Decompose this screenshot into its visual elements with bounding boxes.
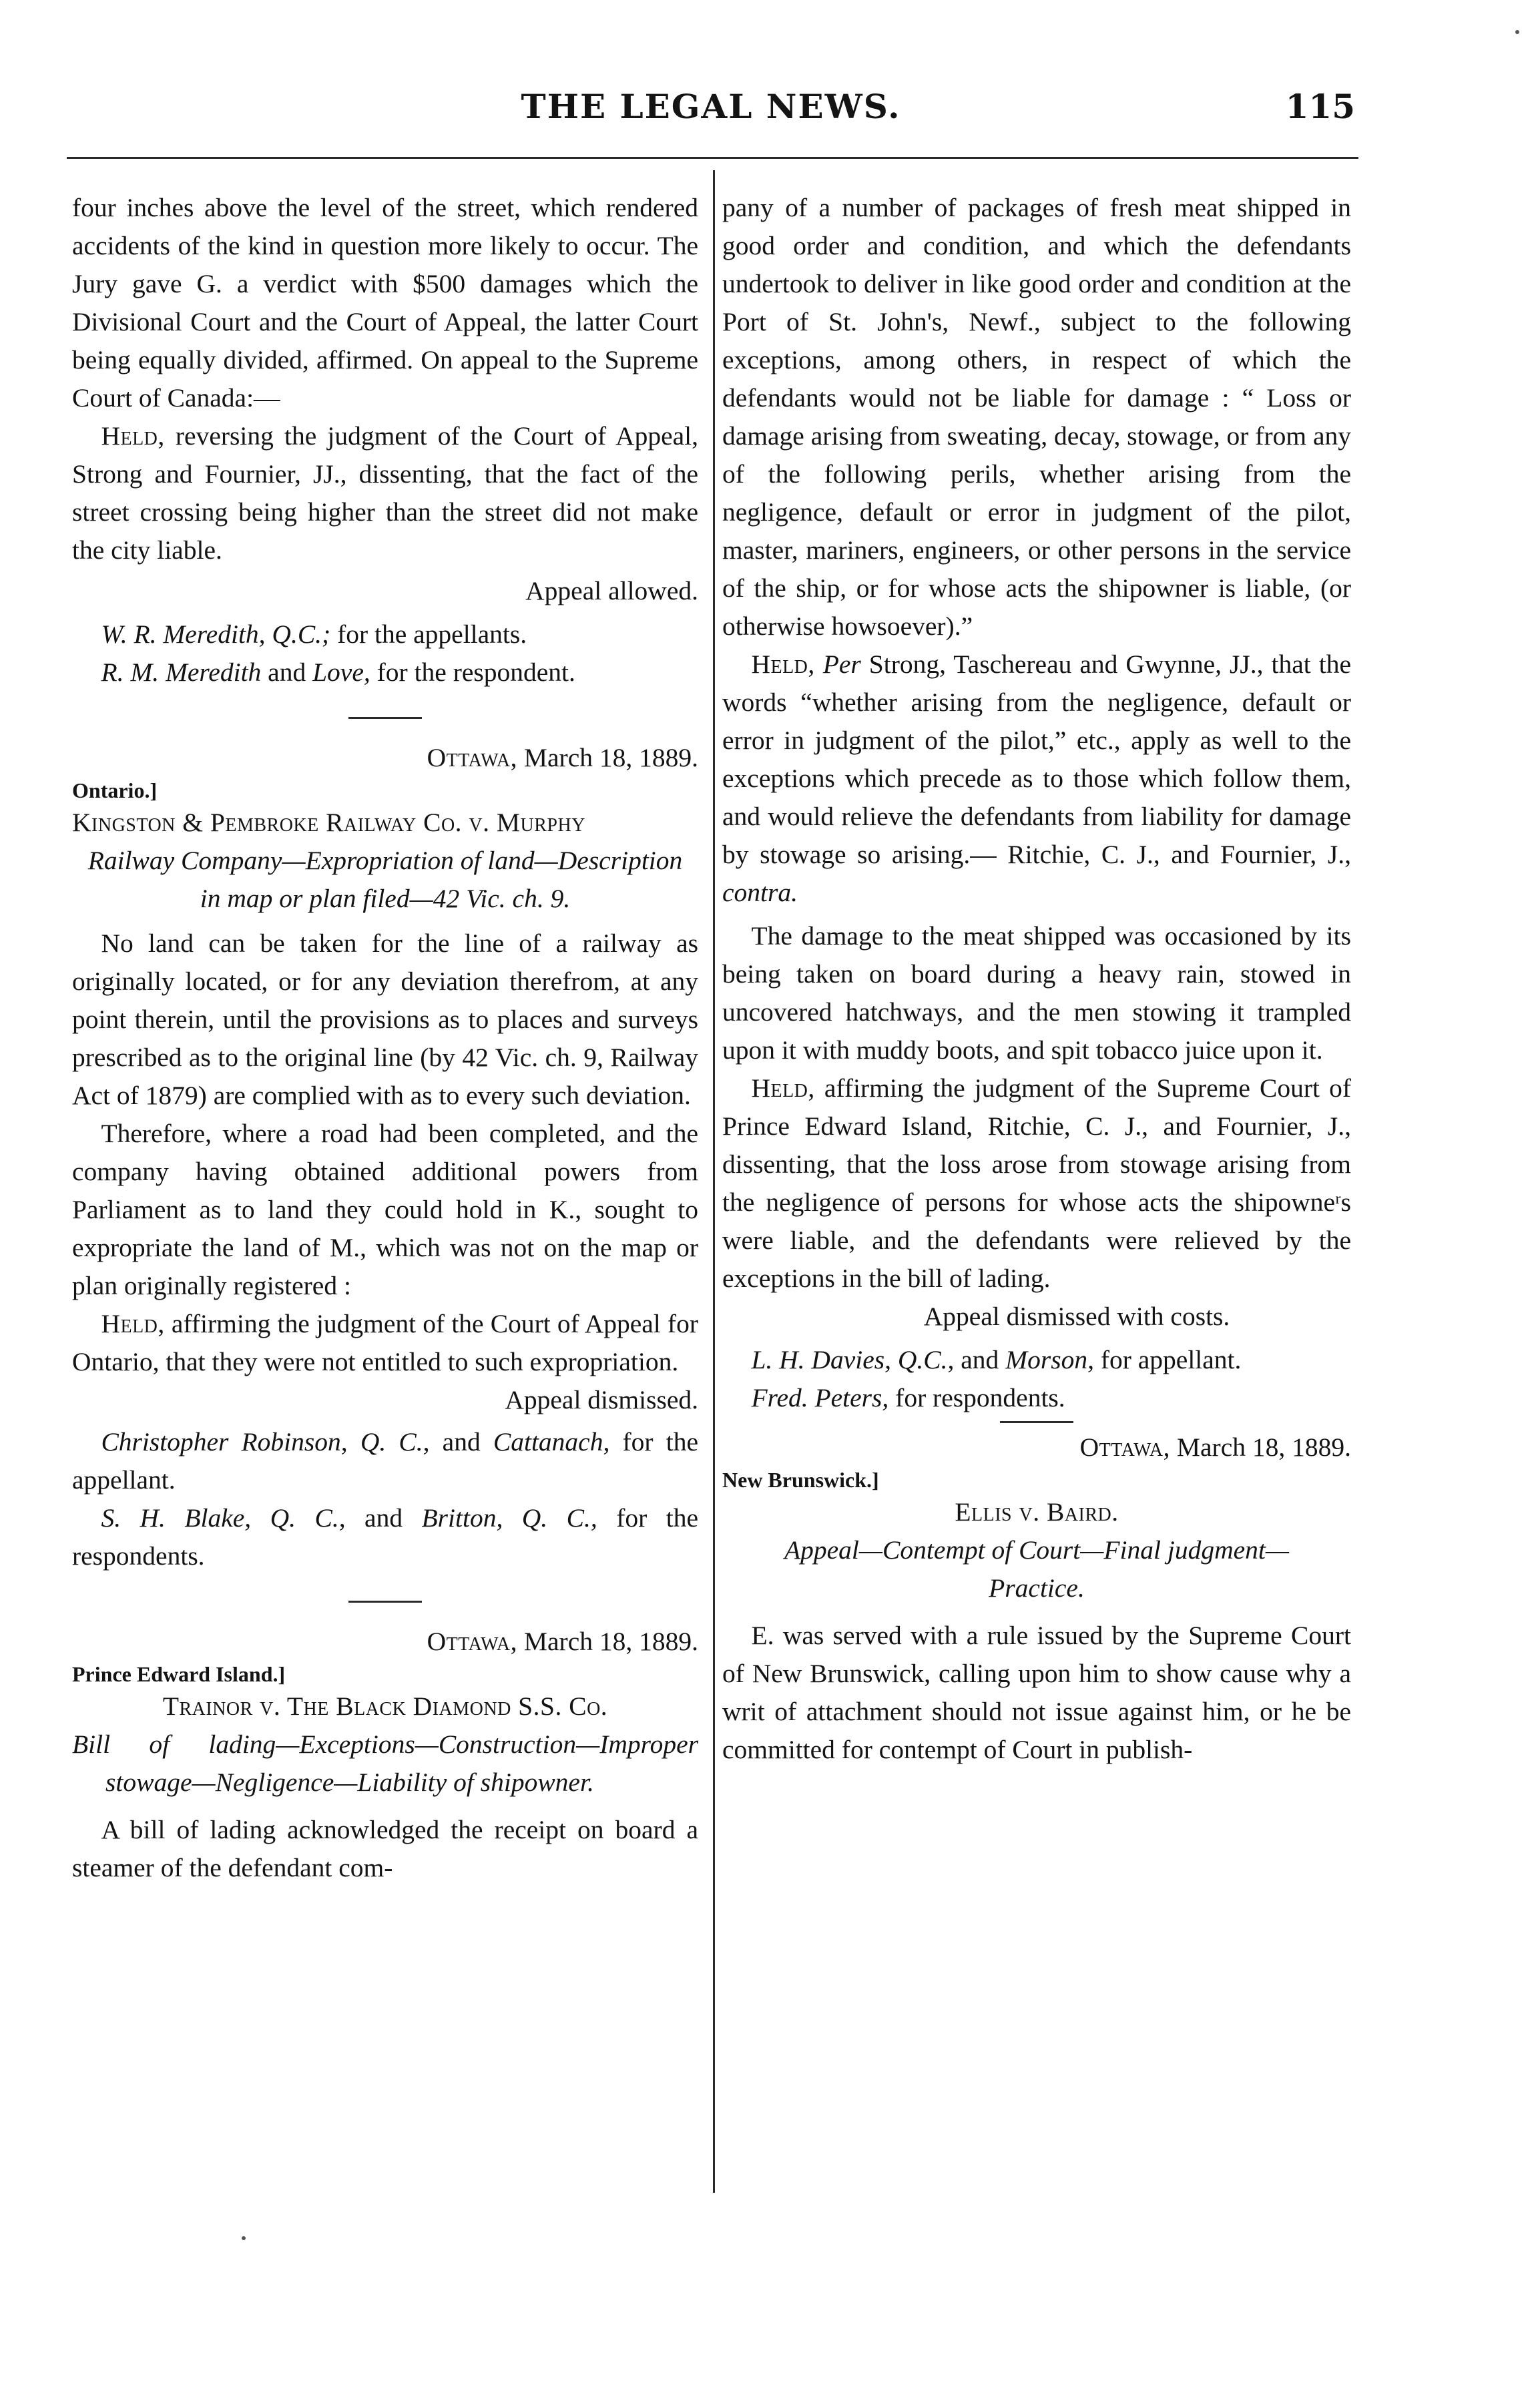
- paragraph: pany of a number of packages of fresh meat shipped in good order and condition, and which the defendants undertook to deliver in like good order and condition at the Port of St. John's, Newf., subject to the following exceptions, among others, in respect of which the defendants would not be liable for damage : “ Loss or damage arising from sweating, decay, stowage, or from any of the following perils, whether arising from the negligence, default or error in judgment of the pilot, master, mariners, engineers, or other persons in the service of the ship, or for whose acts the shipowner is liable, (or otherwise howsoever).”: [722, 193, 1351, 641]
- case-headnote: [72, 842, 698, 918]
- case-date: March 18, 1889.: [517, 1627, 698, 1656]
- counsel-name: Morson,: [1005, 1345, 1094, 1374]
- counsel-name: Fred. Peters,: [751, 1383, 889, 1412]
- paragraph: four inches above the level of the street, which rendered accidents of the kind in question more likely to occur. The Jury gave G. a verdict with $500 damages which the Divisional Court and the Court of Appeal, the latter Court being equally divided, affirmed. On appeal to the Supreme Court of Canada:—: [72, 193, 698, 413]
- counsel-line: [722, 1341, 1351, 1379]
- case-province: Ontario.]: [72, 778, 158, 802]
- disposition: Appeal dismissed.: [505, 1385, 698, 1414]
- case-province: Prince Edward Island.]: [72, 1662, 286, 1686]
- counsel-line: [72, 1499, 698, 1575]
- counsel-name: Christopher Robinson, Q. C.,: [101, 1427, 430, 1456]
- counsel-text: and: [261, 657, 313, 687]
- counsel-text: for the respondents.: [72, 1503, 698, 1571]
- section-rule: [348, 717, 422, 719]
- counsel-name: L. H. Davies, Q.C.,: [751, 1345, 955, 1374]
- counsel-block: [72, 1423, 698, 1575]
- section-rule: [348, 1601, 422, 1603]
- column-divider: [713, 170, 715, 2193]
- case-province: New Brunswick.]: [722, 1468, 879, 1492]
- paragraph: A bill of lading acknowledged the receipt on board a steamer of the defendant com-: [72, 1815, 698, 1882]
- held-text: affirming the judgment of the Court of Appeal for Ontario, that they were not entitled to such expropriation.: [72, 1309, 698, 1376]
- counsel-text: for appellant.: [1093, 1345, 1242, 1374]
- held-paragraph: [72, 1305, 698, 1381]
- left-column: [72, 189, 698, 1887]
- case-place: Ottawa,: [427, 743, 518, 772]
- paragraph: The damage to the meat shipped was occasioned by its being taken on board during a heavy rain, stowed in uncovered hatchways, and the men stowing it trampled upon it with muddy boots, and spit tobacco juice upon it.: [722, 921, 1351, 1065]
- counsel-text: for the appellants.: [330, 619, 527, 649]
- scan-speck: [1515, 30, 1519, 34]
- case-date: March 18, 1889.: [1170, 1432, 1351, 1462]
- counsel-line: [72, 1423, 698, 1499]
- held-paragraph: [722, 1069, 1351, 1298]
- headnote-text: Appeal—Contempt of Court—Final judgment—Practice.: [784, 1535, 1289, 1603]
- counsel-name: Love,: [312, 657, 370, 687]
- counsel-name: Cattanach,: [493, 1427, 610, 1456]
- case-title: Kingston & Pembroke Railway Co. v. Murphy: [72, 808, 585, 837]
- held-label: Held,: [751, 1073, 815, 1103]
- held-paragraph: [722, 645, 1351, 912]
- case-date: March 18, 1889.: [517, 743, 698, 772]
- counsel-text: and: [345, 1503, 422, 1533]
- held-contra: contra.: [722, 878, 798, 907]
- counsel-line: [72, 615, 698, 653]
- case-dateline: [72, 739, 698, 777]
- counsel-text: and: [954, 1345, 1006, 1374]
- counsel-name: R. M. Meredith: [101, 657, 262, 687]
- case-title: Trainor v. The Black Diamond S.S. Co.: [162, 1691, 608, 1721]
- header-rule: [67, 157, 1358, 159]
- counsel-text: and: [429, 1427, 493, 1456]
- held-label: Held,: [751, 649, 815, 679]
- held-label: Held,: [101, 1309, 165, 1338]
- counsel-name: W. R. Meredith, Q.C.;: [101, 619, 331, 649]
- held-text: reversing the judgment of the Court of Appeal, Strong and Fournier, JJ., dissenting, that the fact of the street crossing being higher than the street did not make the city liable.: [72, 421, 698, 565]
- case-headnote: [722, 1531, 1351, 1607]
- counsel-name: Britton, Q. C.,: [421, 1503, 597, 1533]
- page-header: [67, 87, 1355, 140]
- scan-speck: [242, 2236, 246, 2240]
- case-headnote: [72, 1726, 698, 1802]
- section-rule: [1000, 1421, 1073, 1423]
- case-place: Ottawa,: [427, 1627, 518, 1656]
- case-dateline: [722, 1428, 1351, 1467]
- held-per: Per: [814, 649, 861, 679]
- right-column: [722, 189, 1351, 1769]
- counsel-block: [722, 1341, 1351, 1417]
- held-text: Strong, Taschereau and Gwynne, JJ., that the words “whether arising from the negligence, default or error in judgment of the pilot,” etc., apply as well to the exceptions which precede as to those which follow them, and would relieve the defendants from liability for damage by stowage so arising.— Ritchie, C. J., and Fournier, J.,: [722, 649, 1351, 869]
- held-paragraph: [72, 417, 698, 569]
- case-title: Ellis v. Baird.: [955, 1497, 1119, 1527]
- disposition: Appeal dismissed with costs.: [923, 1302, 1230, 1331]
- headnote-text: Railway Company—Expropriation of land—Description in map or plan filed—42 Vic. ch. 9.: [87, 846, 683, 913]
- counsel-line: [72, 653, 698, 692]
- counsel-line: [722, 1379, 1351, 1417]
- disposition: Appeal allowed.: [525, 576, 698, 605]
- page-number: 115: [1285, 87, 1355, 126]
- counsel-block: [72, 615, 698, 692]
- paragraph: Therefore, where a road had been completed, and the company having obtained additional powers from Parliament as to land they could hold in K., sought to expropriate the land of M., which was not on the map or plan originally registered :: [72, 1119, 698, 1300]
- held-text: affirming the judgment of the Supreme Court of Prince Edward Island, Ritchie, C. J., and Fournier, J., dissenting, that the loss arose from stowage arising from the negligence of persons for whose acts the shipowneʳs were liable, and the defendants were relieved by the exceptions in the bill of lading.: [722, 1073, 1351, 1293]
- held-label: Held,: [101, 421, 165, 451]
- case-dateline: [72, 1623, 698, 1661]
- paragraph: E. was served with a rule issued by the Supreme Court of New Brunswick, calling upon him to show cause why a writ of attachment should not issue against him, or he be committed for contempt of Court in publish-: [722, 1621, 1351, 1764]
- counsel-text: for the appellant.: [72, 1427, 698, 1495]
- counsel-name: S. H. Blake, Q. C.,: [101, 1503, 346, 1533]
- running-title: THE LEGAL NEWS.: [521, 87, 901, 126]
- paragraph: No land can be taken for the line of a railway as originally located, or for any deviation therefrom, at any point therein, until the provisions as to places and surveys prescribed as to the original line (by 42 Vic. ch. 9, Railway Act of 1879) are complied with as to every such deviation.: [72, 928, 698, 1110]
- counsel-text: for the respondent.: [370, 657, 575, 687]
- counsel-text: for respondents.: [888, 1383, 1065, 1412]
- case-place: Ottawa,: [1079, 1432, 1171, 1462]
- headnote-text: Bill of lading—Exceptions—Construction—Improper stowage—Negligence—Liability of shipowner.: [72, 1730, 698, 1797]
